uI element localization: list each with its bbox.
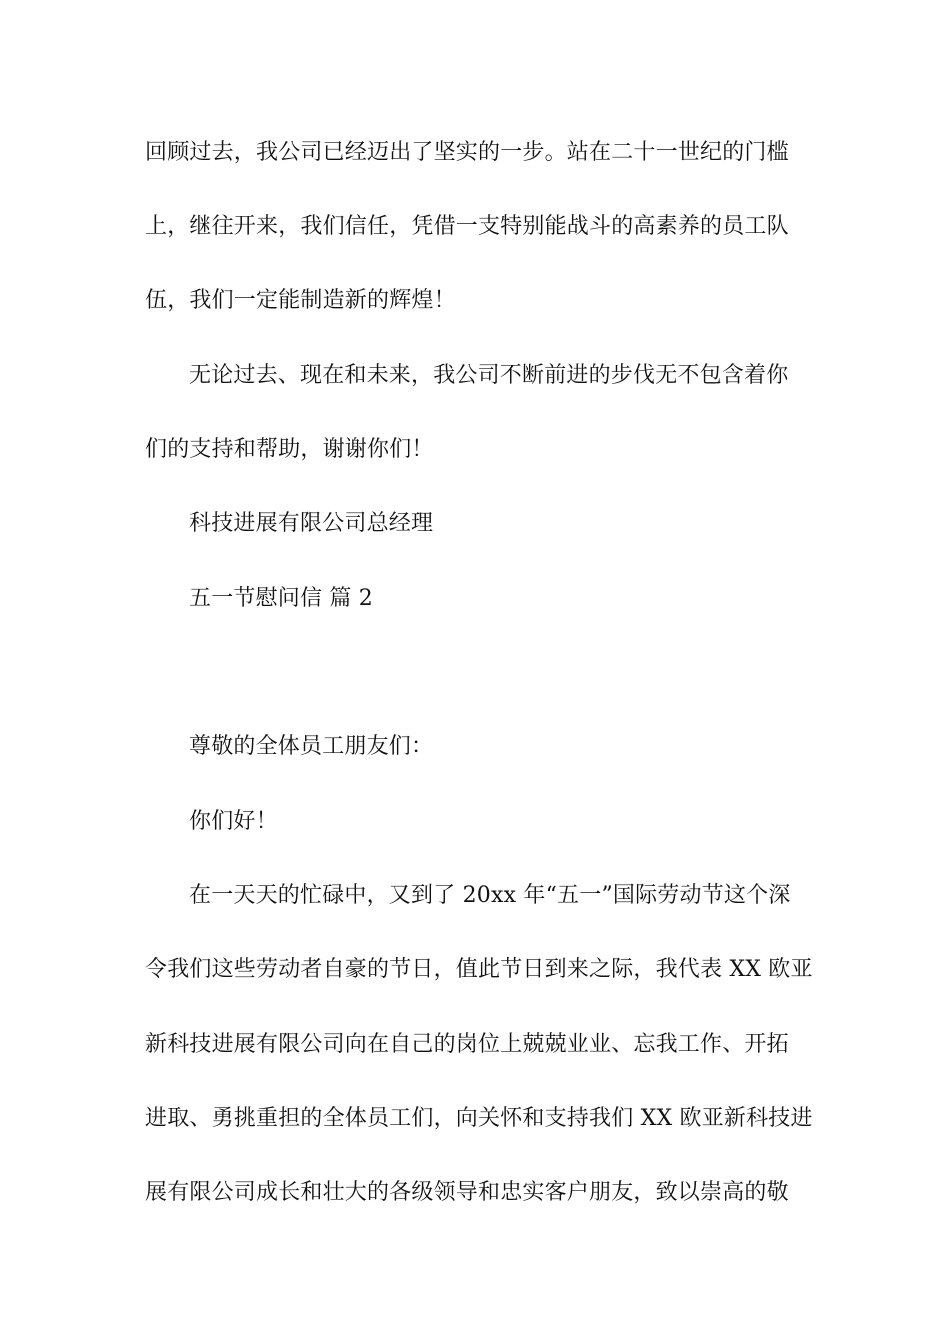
paragraph-line: 展有限公司成长和壮大的各级领导和忠实客户朋友，致以崇高的敬	[145, 1180, 789, 1205]
paragraph-line: 们的支持和帮助，谢谢你们！	[145, 437, 434, 462]
paragraph-line: 新科技进展有限公司向在自己的岗位上兢兢业业、忘我工作、开拓	[145, 1032, 789, 1057]
paragraph-line: 回顾过去，我公司已经迈出了坚实的一步。站在二十一世纪的门槛	[145, 140, 789, 165]
greeting: 你们好！	[189, 809, 278, 834]
paragraph-line: 上，继往开来，我们信任，凭借一支特别能战斗的高素养的员工队	[145, 214, 789, 239]
section-heading: 五一节慰问信 篇 2	[189, 586, 373, 611]
salutation: 尊敬的全体员工朋友们：	[189, 734, 434, 759]
signature-line: 科技进展有限公司总经理	[189, 511, 434, 536]
paragraph-line: 无论过去、现在和未来，我公司不断前进的步伐无不包含着你	[189, 363, 789, 388]
paragraph-line: 令我们这些劳动者自豪的节日，值此节日到来之际，我代表 XX 欧亚	[145, 957, 813, 982]
paragraph-line: 进取、勇挑重担的全体员工们，向关怀和支持我们 XX 欧亚新科技进	[145, 1106, 813, 1131]
paragraph-line: 伍，我们一定能制造新的辉煌！	[145, 288, 456, 313]
paragraph-line: 在一天天的忙碌中，又到了 20xx 年“五一”国际劳动节这个深	[189, 883, 791, 908]
